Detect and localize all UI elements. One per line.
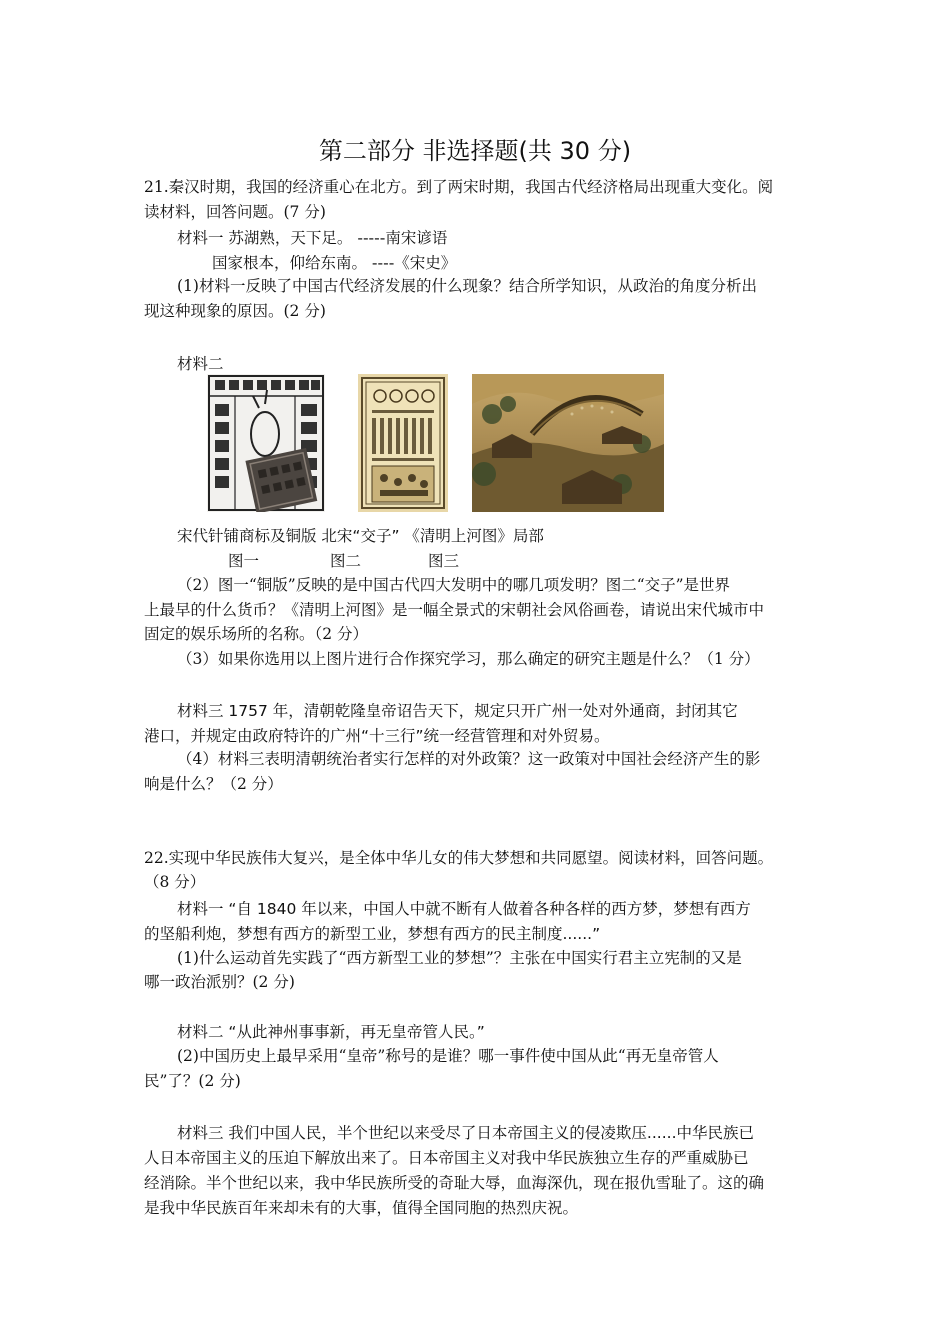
q21-question2-line2: 上最早的什么货币？《清明上河图》是一幅全景式的宋朝社会风俗画卷，请说出宋代城市中 xyxy=(144,601,765,619)
figure-jiaozi-banknote xyxy=(358,374,448,512)
q22-material3-line3: 经消除。半个世纪以来，我中华民族所受的奇耻大辱，血海深仇，现在报仇雪耻了。这的确 xyxy=(144,1174,765,1192)
q21-intro-line2: 读材料，回答问题。(7 分) xyxy=(144,203,326,221)
q21-question1-line2: 现这种现象的原因。(2 分) xyxy=(144,302,326,320)
q21-material2-label: 材料二 xyxy=(177,355,224,373)
q22-intro-line2: （8 分） xyxy=(144,873,206,891)
figure-label-3: 图三 xyxy=(428,552,460,570)
figure-qingming-painting xyxy=(472,374,664,512)
q22-intro-line1: 22.实现中华民族伟大复兴，是全体中华儿女的伟大梦想和共同愿望。阅读材料，回答问题。 xyxy=(144,849,774,867)
q22-question1-line1: (1)什么运动首先实践了“西方新型工业的梦想”？主张在中国实行君主立宪制的又是 xyxy=(177,949,742,967)
figure-captions: 宋代针铺商标及铜版 北宋“交子” 《清明上河图》局部 xyxy=(177,527,544,545)
q21-material3-line1: 材料三 1757 年，清朝乾隆皇帝诏告天下，规定只开广州一处对外通商，封闭其它 xyxy=(177,702,738,720)
q21-question2-line1: （2）图一“铜版”反映的是中国古代四大发明中的哪几项发明？图二“交子”是世界 xyxy=(177,576,731,594)
figure-needle-shop-trademark xyxy=(207,374,325,512)
q21-question3-line1: （3）如果你选用以上图片进行合作探究学习，那么确定的研究主题是什么？（1 分） xyxy=(177,650,760,668)
q21-intro-line1: 21.秦汉时期，我国的经济重心在北方。到了两宋时期，我国古代经济格局出现重大变化。阅 xyxy=(144,178,774,196)
q21-question1-line1: (1)材料一反映了中国古代经济发展的什么现象？结合所学知识，从政治的角度分析出 xyxy=(177,277,757,295)
q21-material3-line2: 港口，并规定由政府特许的广州“十三行”统一经营管理和对外贸易。 xyxy=(144,727,610,745)
q21-material1-line1: 材料一 苏湖熟，天下足。 -----南宋谚语 xyxy=(177,229,448,247)
page-title: 第二部分 非选择题(共 30 分) xyxy=(318,137,632,165)
q21-material1-line2: 国家根本，仰给东南。 ----《宋史》 xyxy=(212,254,457,272)
q21-question4-line2: 响是什么？（2 分） xyxy=(144,775,283,793)
q21-question2-line3: 固定的娱乐场所的名称。（2 分） xyxy=(144,625,369,643)
q22-material1-line2: 的坚船利炮，梦想有西方的新型工业，梦想有西方的民主制度......” xyxy=(144,925,601,943)
q22-material3-line2: 人日本帝国主义的压迫下解放出来了。日本帝国主义对我中华民族独立生存的严重威胁已 xyxy=(144,1149,749,1167)
q22-question1-line2: 哪一政治派别？(2 分) xyxy=(144,973,295,991)
q22-question2-line1: (2)中国历史上最早采用“皇帝”称号的是谁？哪一事件使中国从此“再无皇帝管人 xyxy=(177,1047,719,1065)
q22-material3-line1: 材料三 我们中国人民，半个世纪以来受尽了日本帝国主义的侵凌欺压......中华民族已 xyxy=(177,1124,754,1142)
q22-material3-line4: 是我中华民族百年来却未有的大事，值得全国同胞的热烈庆祝。 xyxy=(144,1199,579,1217)
q21-question4-line1: （4）材料三表明清朝统治者实行怎样的对外政策？这一政策对中国社会经济产生的影 xyxy=(177,750,761,768)
q22-material2-line1: 材料二 “从此神州事事新，再无皇帝管人民。” xyxy=(177,1023,485,1041)
figure-label-1: 图一 xyxy=(228,552,260,570)
q22-question2-line2: 民”了？(2 分) xyxy=(144,1072,241,1090)
q22-material1-line1: 材料一 “自 1840 年以来，中国人中就不断有人做着各种各样的西方梦，梦想有西方 xyxy=(177,900,751,918)
figure-label-2: 图二 xyxy=(330,552,362,570)
